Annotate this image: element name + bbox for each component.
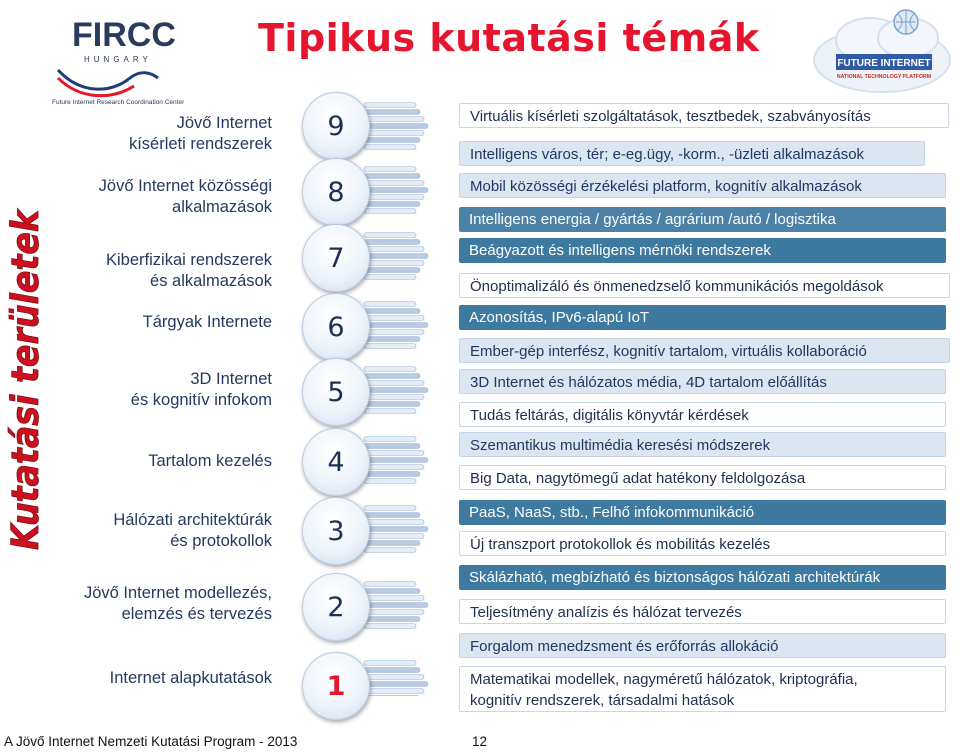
area-label-3: Hálózati architektúrák és protokollok: [113, 511, 272, 550]
connector-stripe: [364, 534, 424, 539]
topic-box: Szemantikus multimédia keresési módszerek: [459, 432, 946, 457]
connector-stripe: [364, 548, 416, 553]
connector-stripe: [364, 117, 424, 122]
connector-stripe: [364, 309, 420, 314]
connector-stripe: [364, 513, 420, 518]
topic-box: Új transzport protokollok és mobilitás kezelés: [459, 531, 946, 556]
connector-stripe: [364, 402, 420, 407]
topic-box: Big Data, nagytömegű adat hatékony feldolgozása: [459, 465, 946, 490]
connector-stripe: [364, 138, 420, 143]
connector-stripe: [364, 145, 416, 150]
connector-stripe: [364, 661, 416, 666]
connector-stripe: [364, 409, 416, 414]
footer-text: A Jövő Internet Nemzeti Kutatási Program - 2013: [4, 734, 298, 749]
area-label-8: Jövő Internet közösségi alkalmazások: [98, 177, 272, 216]
svg-text:Future Internet Research Coord: Future Internet Research Coordination Center: [52, 99, 185, 106]
connector-stripe: [364, 337, 420, 342]
connector-stripe: [364, 374, 420, 379]
svg-text:FIRCC: FIRCC: [72, 16, 176, 54]
topic-box: PaaS, NaaS, stb., Felhő infokommunikáció: [459, 500, 946, 525]
level-circle-3: 3: [302, 497, 370, 565]
topic-box: Beágyazott és intelligens mérnöki rendszerek: [459, 238, 946, 263]
connector-stripe: [364, 603, 428, 608]
topic-box: 3D Internet és hálózatos média, 4D tartalom előállítás: [459, 369, 946, 394]
area-label-2: Jövő Internet modellezés, elemzés és tervezés: [83, 584, 272, 623]
topic-box: Virtuális kísérleti szolgáltatások, tesztbedek, szabványosítás: [459, 103, 949, 128]
connector-stripe: [364, 323, 428, 328]
connector-stripe: [364, 506, 416, 511]
connector-stripe: [364, 367, 416, 372]
area-label-6: Tárgyak Internete: [142, 313, 272, 331]
level-circle-9: 9: [302, 92, 370, 160]
connector-stripe: [364, 124, 428, 129]
connector-stripe: [364, 167, 416, 172]
connector-stripe: [364, 465, 424, 470]
level-circle-5: 5: [302, 358, 370, 426]
connector-stripe: [364, 209, 416, 214]
topic-box: Teljesítmény analízis és hálózat tervezés: [459, 599, 946, 624]
connector-stripe: [364, 330, 424, 335]
page-number: 12: [472, 734, 488, 749]
connector-stripe: [364, 181, 424, 186]
topic-box: Ember-gép interfész, kognitív tartalom, virtuális kollaboráció: [459, 338, 950, 363]
svg-text:HUNGARY: HUNGARY: [84, 55, 152, 64]
topic-box: Azonosítás, IPv6-alapú IoT: [459, 305, 946, 330]
connector-stripe: [364, 582, 416, 587]
connector-stripe: [364, 202, 420, 207]
area-label-7: Kiberfizikai rendszerek és alkalmazások: [106, 251, 272, 290]
connector-stripe: [364, 275, 416, 280]
connector-stripe: [364, 395, 424, 400]
connector-stripe: [364, 596, 424, 601]
connector-stripe: [364, 444, 420, 449]
future-internet-logo: [800, 0, 960, 100]
page-title: Tipikus kutatási témák: [258, 16, 760, 60]
connector-stripe: [364, 233, 416, 238]
area-label-1: Internet alapkutatások: [109, 669, 272, 687]
connector-stripe: [364, 188, 428, 193]
connector-stripe: [364, 624, 416, 629]
connector-stripe: [364, 589, 420, 594]
svg-text:Kutatási területek: Kutatási területek: [4, 205, 46, 550]
connector-stripe: [364, 617, 420, 622]
connector-stripe: [364, 458, 428, 463]
topic-box: Intelligens energia / gyártás / agrárium /autó / logisztika: [459, 207, 946, 232]
level-circle-8: 8: [302, 158, 370, 226]
connector-stripe: [364, 195, 424, 200]
connector-stripe: [364, 541, 420, 546]
side-heading: [2, 205, 46, 555]
connector-stripe: [364, 103, 416, 108]
svg-text:NATIONAL TECHNOLOGY PLATFORM: NATIONAL TECHNOLOGY PLATFORM: [836, 74, 932, 80]
connector-stripe: [364, 247, 424, 252]
connector-stripe: [364, 472, 420, 477]
topic-box: Matematikai modellek, nagyméretű hálózatok, kriptográfia, kognitív rendszerek, társadalmi hatások: [459, 666, 946, 712]
topic-box: Forgalom menedzsment és erőforrás allokáció: [459, 633, 946, 658]
topic-box: Tudás feltárás, digitális könyvtár kérdések: [459, 402, 946, 427]
connector-stripe: [364, 344, 416, 349]
level-circle-2: 2: [302, 573, 370, 641]
connector-stripe: [364, 268, 420, 273]
connector-stripe: [364, 240, 420, 245]
fircc-logo: [50, 8, 240, 106]
connector-stripe: [364, 527, 428, 532]
connector-stripe: [364, 261, 424, 266]
topic-box: Intelligens város, tér; e-eg.ügy, -korm., -üzleti alkalmazások: [459, 141, 925, 166]
connector-stripe: [364, 689, 424, 694]
svg-text:FUTURE INTERNET: FUTURE INTERNET: [837, 58, 931, 69]
connector-stripe: [364, 388, 428, 393]
connector-stripe: [364, 668, 420, 673]
topic-box: Skálázható, megbízható és biztonságos hálózati architektúrák: [459, 565, 946, 590]
level-circle-4: 4: [302, 428, 370, 496]
connector-stripe: [364, 520, 424, 525]
connector-stripes: [360, 96, 430, 696]
connector-stripe: [364, 682, 428, 687]
level-circle-1: 1: [302, 652, 370, 720]
topic-box: Önoptimalizáló és önmenedzselő kommunikációs megoldások: [459, 273, 950, 298]
connector-stripe: [364, 316, 424, 321]
connector-stripe: [364, 381, 424, 386]
area-label-4: Tartalom kezelés: [148, 452, 272, 470]
connector-stripe: [364, 610, 424, 615]
level-circle-6: 6: [302, 293, 370, 361]
level-circle-7: 7: [302, 224, 370, 292]
area-label-9: Jövő Internet kísérleti rendszerek: [128, 114, 272, 153]
connector-stripe: [364, 302, 416, 307]
connector-stripe: [364, 437, 416, 442]
connector-stripe: [364, 254, 428, 259]
connector-stripe: [364, 110, 420, 115]
connector-stripe: [364, 131, 424, 136]
connector-stripe: [364, 696, 420, 697]
connector-stripe: [364, 174, 420, 179]
area-label-5: 3D Internet és kognitív infokom: [130, 370, 272, 409]
connector-stripe: [364, 479, 416, 484]
connector-stripe: [364, 675, 424, 680]
topic-box: Mobil közösségi érzékelési platform, kognitív alkalmazások: [459, 173, 946, 198]
connector-stripe: [364, 451, 424, 456]
